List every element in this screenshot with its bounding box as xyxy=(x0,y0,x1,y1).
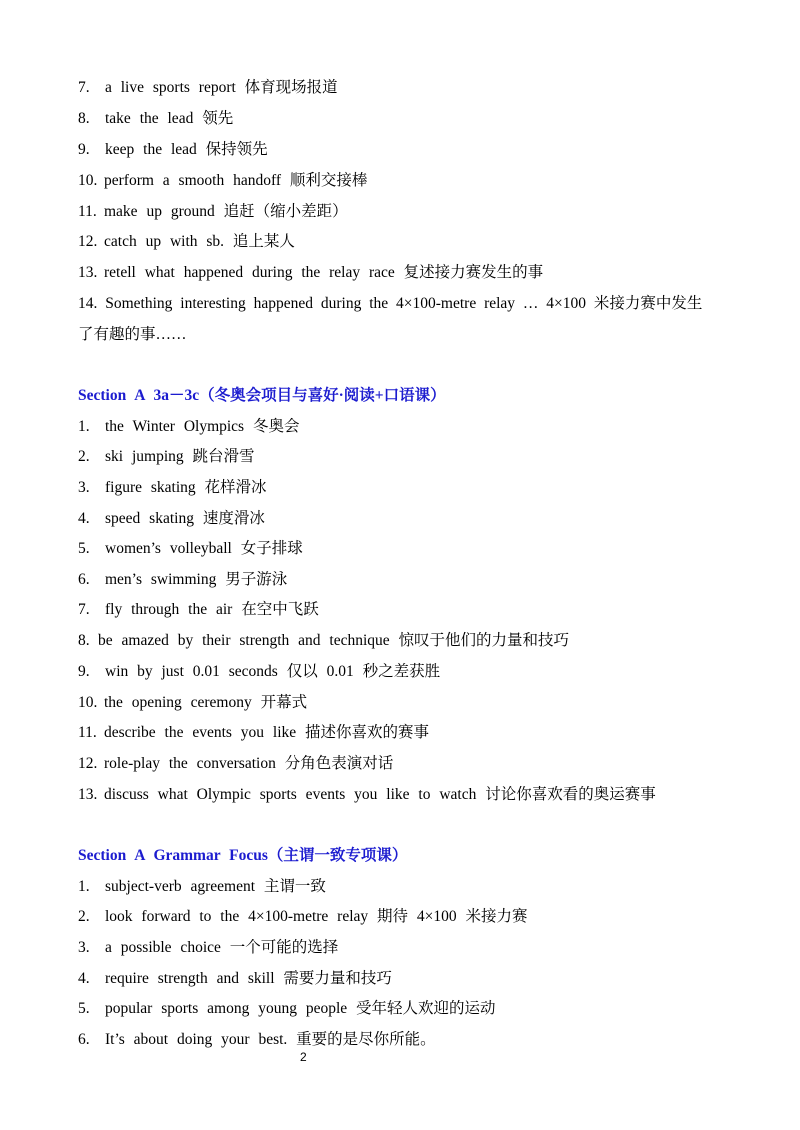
list-item-line1: 14. Something interesting happened during the 4×100-metre relay … 4×100 米接力赛中发生 xyxy=(78,295,703,312)
item-number: 5. xyxy=(78,540,90,557)
item-number: 6. xyxy=(78,571,90,588)
item-text: men’s swimming 男子游泳 xyxy=(105,571,288,588)
item-text: discuss what Olympic sports events you like to watch 讨论你喜欢看的奥运赛事 xyxy=(104,786,656,803)
item-text: describe the events you like 描述你喜欢的赛事 xyxy=(104,724,430,741)
item-text: It’s about doing your best. 重要的是尽你所能。 xyxy=(105,1031,436,1048)
list-item xyxy=(78,447,255,467)
section-heading: Section A Grammar Focus（主谓一致专项课） xyxy=(78,847,408,864)
list-item xyxy=(78,202,348,222)
item-number: 2. xyxy=(78,448,90,465)
list-item xyxy=(78,631,569,651)
item-number: 2. xyxy=(78,908,90,925)
item-text: popular sports among young people 受年轻人欢迎的运动 xyxy=(105,1000,496,1017)
item-text: keep the lead 保持领先 xyxy=(105,141,268,158)
item-number: 11. xyxy=(78,724,97,741)
item-number: 13. xyxy=(78,264,98,281)
item-text: subject-verb agreement 主谓一致 xyxy=(105,878,326,895)
item-number: 4. xyxy=(78,510,90,527)
item-text: women’s volleyball 女子排球 xyxy=(105,540,303,557)
list-item xyxy=(78,140,268,160)
item-number: 3. xyxy=(78,939,90,956)
item-text: take the lead 领先 xyxy=(105,110,234,127)
list-item xyxy=(78,969,392,989)
item-number: 1. xyxy=(78,418,90,435)
list-item xyxy=(78,877,326,897)
list-item xyxy=(78,754,393,774)
item-text: retell what happened during the relay race 复述接力赛发生的事 xyxy=(104,264,544,281)
item-text: fly through the air 在空中飞跃 xyxy=(105,601,319,618)
list-item xyxy=(78,171,367,191)
item-number: 11. xyxy=(78,203,97,220)
item-text: a live sports report 体育现场报道 xyxy=(105,79,338,96)
list-item xyxy=(78,570,287,590)
item-number: 9. xyxy=(78,663,90,680)
item-number: 3. xyxy=(78,479,90,496)
item-number: 5. xyxy=(78,1000,90,1017)
item-text: a possible choice 一个可能的选择 xyxy=(105,939,339,956)
item-text: win by just 0.01 seconds 仅以 0.01 秒之差获胜 xyxy=(105,663,441,680)
item-text: the opening ceremony 开幕式 xyxy=(104,694,308,711)
list-item xyxy=(78,662,440,682)
item-number: 10. xyxy=(78,694,98,711)
list-item xyxy=(78,723,429,743)
item-text: catch up with sb. 追上某人 xyxy=(104,233,295,250)
list-item xyxy=(78,78,338,98)
item-number: 9. xyxy=(78,141,90,158)
item-number: 10. xyxy=(78,172,98,189)
item-number: 8. xyxy=(78,110,90,127)
list-item xyxy=(78,263,543,283)
list-item xyxy=(78,417,299,437)
item-number: 1. xyxy=(78,878,90,895)
section-heading: Section A 3a－3c（冬奥会项目与喜好·阅读+口语课） xyxy=(78,387,446,404)
item-number: 4. xyxy=(78,970,90,987)
item-number: 6. xyxy=(78,1031,90,1048)
item-number: 7. xyxy=(78,79,90,96)
list-item xyxy=(78,693,307,713)
item-number: 13. xyxy=(78,786,98,803)
list-item xyxy=(78,999,496,1019)
list-item xyxy=(78,232,295,252)
list-item xyxy=(78,600,319,620)
list-item xyxy=(78,785,656,805)
list-item xyxy=(78,938,338,958)
item-text: figure skating 花样滑冰 xyxy=(105,479,267,496)
item-text: make up ground 追赶（缩小差距） xyxy=(104,203,348,220)
list-item xyxy=(78,109,233,129)
list-item-line2: 了有趣的事…… xyxy=(78,326,187,343)
item-text: the Winter Olympics 冬奥会 xyxy=(105,418,300,435)
item-number: 12. xyxy=(78,233,98,250)
item-text: ski jumping 跳台滑雪 xyxy=(105,448,255,465)
list-item xyxy=(78,509,265,529)
item-text: look forward to the 4×100-metre relay 期待 4×100 米接力赛 xyxy=(105,908,528,925)
item-text: speed skating 速度滑冰 xyxy=(105,510,265,527)
list-item xyxy=(78,539,303,559)
item-number: 8. xyxy=(78,632,90,649)
item-text: require strength and skill 需要力量和技巧 xyxy=(105,970,392,987)
item-number: 12. xyxy=(78,755,98,772)
item-text: role-play the conversation 分角色表演对话 xyxy=(104,755,394,772)
item-text: be amazed by their strength and technique 惊叹于他们的力量和技巧 xyxy=(98,632,570,649)
item-number: 7. xyxy=(78,601,90,618)
item-text: perform a smooth handoff 顺利交接棒 xyxy=(104,172,368,189)
page-number: 2 xyxy=(300,1050,307,1064)
list-item xyxy=(78,907,528,927)
list-item xyxy=(78,478,267,498)
list-item xyxy=(78,1030,436,1050)
